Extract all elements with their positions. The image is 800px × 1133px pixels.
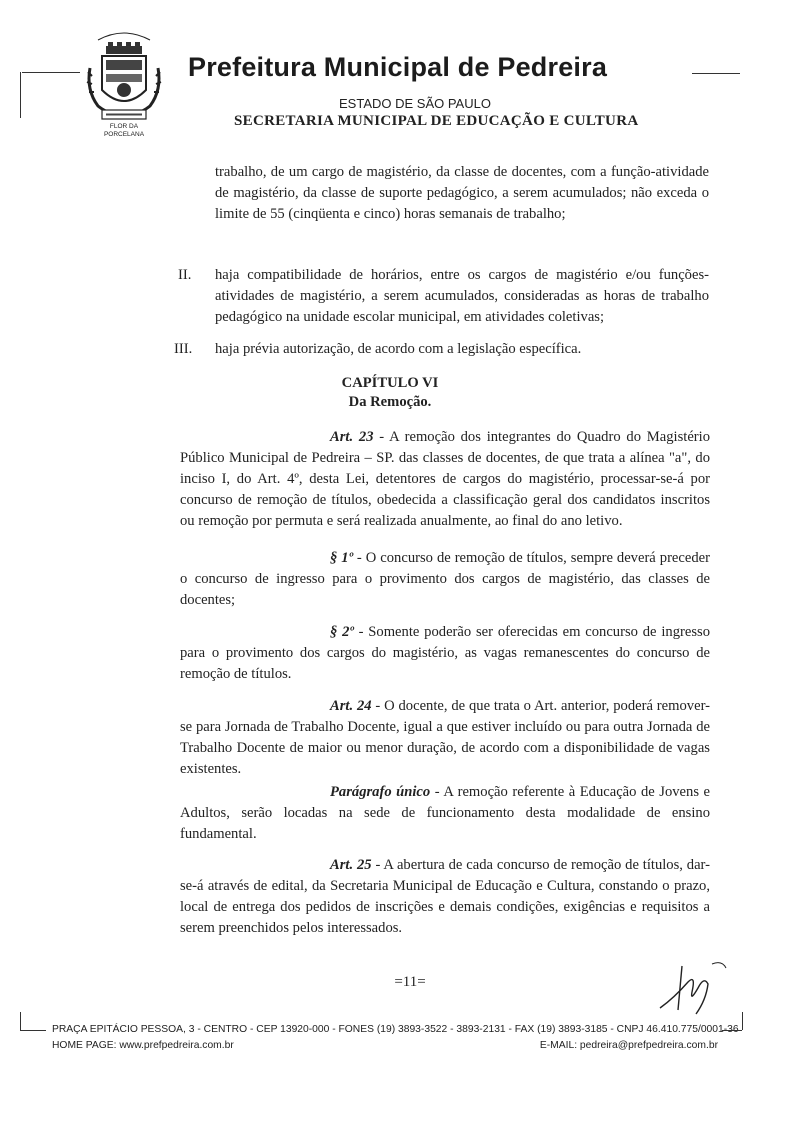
item-text-iii: haja prévia autorização, de acordo com a legislação específica. [215,341,582,357]
chapter-subheading: Da Remoção. [348,394,432,410]
paragrafo-unico-label: Parágrafo único [330,784,431,800]
paragrafo-unico-text: - A remoção referente à Educação de Jovens e Adultos, serão locadas na sede de funcionamento desta modalidade de ensino fundamental. [180,784,711,842]
municipal-crest-logo [84,28,164,140]
header-rule-left-vertical [20,72,21,118]
article-24 [180,696,710,780]
svg-text:PORCELANA: PORCELANA [103,131,145,138]
item-number-iii: III. [174,341,193,357]
paragraph-1-text: - O concurso de remoção de títulos, sempre deverá preceder o concurso de ingresso para o provimento dos cargos de magistério, das classes de docentes; [180,550,710,608]
paragraph-continuation: trabalho, de um cargo de magistério, da classe de docentes, com a função-atividade de magistério, da classe de suporte pedagógico, a serem acumulados; não exceda o limite de 55 (cinqüenta e cinco) horas semanais de trabalho; [215,164,709,222]
article-24-text: - O docente, de que trata o Art. anterior, poderá remover-se para Jornada de Trabalho Docente, igual a que estiver incluído ou para outra Jornada de Trabalho Docente de maior ou menor duração, de acordo com a disponibilidade de vagas existentes. [180,698,710,777]
header-rule-left [22,72,80,73]
paragraph-1 [180,548,710,611]
footer-home-page: HOME PAGE: www.prefpedreira.com.br [52,1040,234,1051]
paragrafo-unico [180,782,710,845]
article-25 [180,855,710,939]
article-25-text: - A abertura de cada concurso de remoção de títulos, dar-se-á através de edital, da Secretaria Municipal de Educação e Cultura, constando o prazo, local de entrega dos pedidos de inscrições e demais condições, exigências e requisitos a serem preenchidos pelos interessados. [180,857,710,936]
paragraph-2-label: § 2º [330,624,354,640]
footer-email: E-MAIL: pedreira@prefpedreira.com.br [539,1040,718,1051]
chapter-heading: CAPÍTULO VI [341,375,439,391]
paragraph-1-label: § 1º [330,550,353,566]
page-number: =11= [394,974,426,990]
article-23-label: Art. 23 [330,429,374,445]
item-text-ii: haja compatibilidade de horários, entre os cargos de magistério e/ou funções-atividades de magistério, a serem acumulados, consideradas as horas de trabalho pedagógico na unidade escolar municipal, em atividades coletivas; [215,267,709,325]
state-name: ESTADO DE SÃO PAULO [339,96,491,111]
paragraph-2 [180,622,710,685]
article-23-text: - A remoção dos integrantes do Quadro do Magistério Público Municipal de Pedreira – SP. das classes de docentes, de que trata a alínea "a", do inciso I, do Art. 4º, desta Lei, detentores de cargos do magistério, processar-se-á por concurso de remoção de títulos, obedecida a classificação geral dos candidatos inscritos ou remoção por permuta e será realizada anualmente, ao final do ano letivo. [180,429,711,529]
footer-rule-left [20,1030,46,1031]
footer-rule-left-vertical [20,1012,21,1030]
item-number-ii: II. [178,267,192,283]
header-rule-right [692,73,740,74]
svg-text:FLOR DA: FLOR DA [109,123,139,130]
article-23 [180,427,710,532]
secretaria-name: SECRETARIA MUNICIPAL DE EDUCAÇÃO E CULTURA [234,113,639,129]
footer-rule-right-vertical [742,1012,743,1030]
footer-address: PRAÇA EPITÁCIO PESSOA, 3 - CENTRO - CEP 13920-000 - FONES (19) 3893-3522 - 3893-2131 - FAX (19) 3893-3185 - CNPJ 46.410.775/0001-36 [52,1024,739,1035]
page-title: Prefeitura Municipal de Pedreira [188,52,608,82]
handwritten-signature [652,958,732,1018]
article-24-label: Art. 24 [330,698,372,714]
footer-rule-right [722,1030,742,1031]
article-25-label: Art. 25 [330,857,372,873]
paragraph-2-text: - Somente poderão ser oferecidas em concurso de ingresso para o provimento dos cargos do magistério, as vagas remanescentes do concurso de remoção de títulos. [180,624,710,682]
